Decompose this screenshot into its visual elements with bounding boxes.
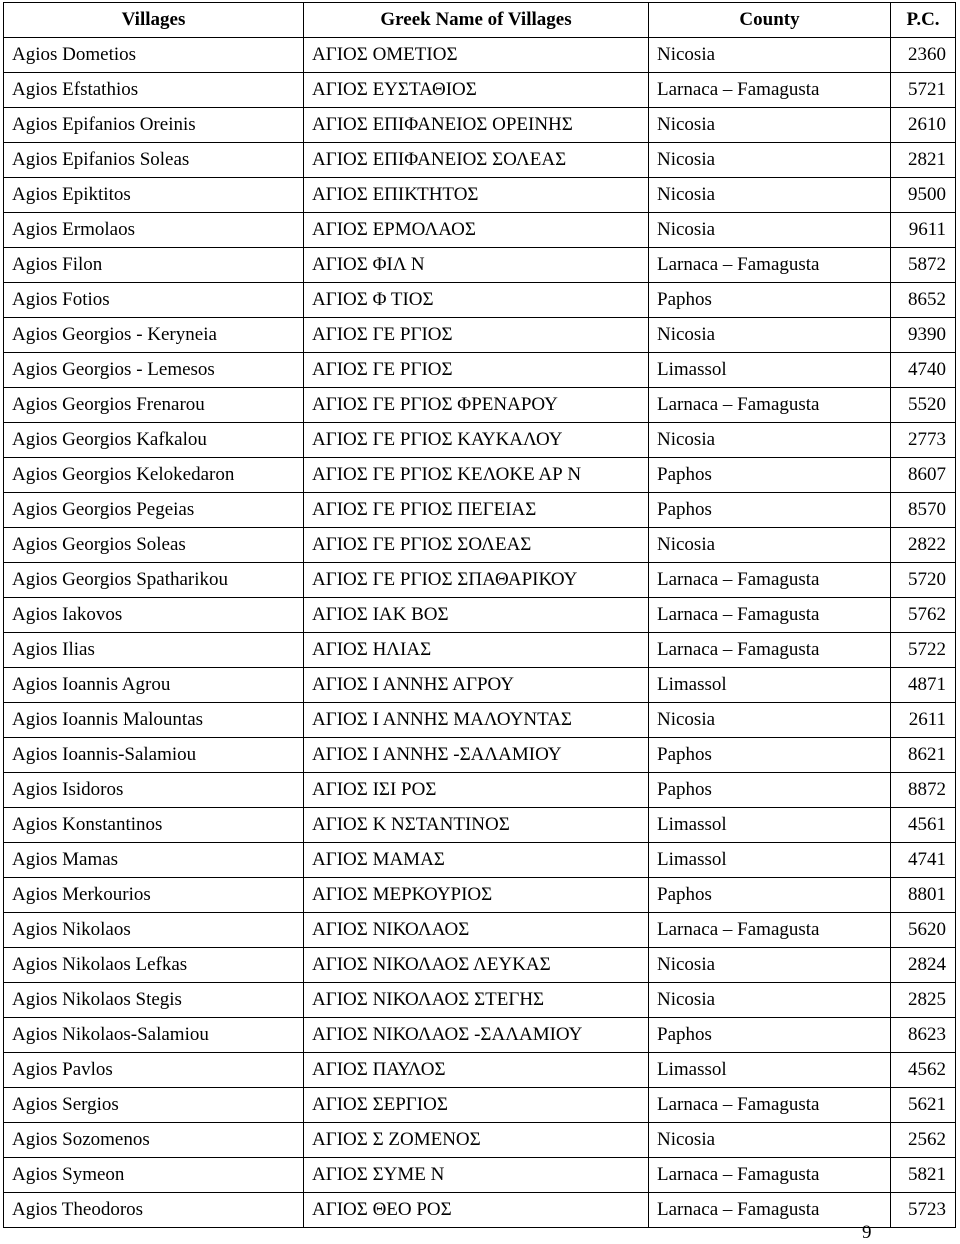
greek-name-cell: ΑΓΙΟΣ ΗΛΙΑΣ bbox=[304, 633, 649, 668]
county-cell: Larnaca – Famagusta bbox=[649, 598, 891, 633]
county-cell: Nicosia bbox=[649, 948, 891, 983]
village-name-cell: Agios Nikolaos-Salamiou bbox=[4, 1018, 304, 1053]
village-name-cell: Agios Fotios bbox=[4, 283, 304, 318]
table-row bbox=[4, 528, 956, 563]
postal-code-cell: 2773 bbox=[891, 423, 956, 458]
village-name-cell: Agios Nikolaos bbox=[4, 913, 304, 948]
table-row bbox=[4, 423, 956, 458]
postal-code-cell: 2611 bbox=[891, 703, 956, 738]
greek-name-cell: ΑΓΙΟΣ Ι ΑΝΝΗΣ -ΣΑΛΑΜΙΟΥ bbox=[304, 738, 649, 773]
village-name-cell: Agios Nikolaos Lefkas bbox=[4, 948, 304, 983]
table-row bbox=[4, 353, 956, 388]
table-body bbox=[4, 38, 956, 1228]
village-name-cell: Agios Ilias bbox=[4, 633, 304, 668]
county-cell: Larnaca – Famagusta bbox=[649, 913, 891, 948]
greek-name-cell: ΑΓΙΟΣ ΕΠΙΚΤΗΤΟΣ bbox=[304, 178, 649, 213]
village-name-cell: Agios Ermolaos bbox=[4, 213, 304, 248]
county-cell: Larnaca – Famagusta bbox=[649, 388, 891, 423]
greek-name-cell: ΑΓΙΟΣ ΝΙΚΟΛΑΟΣ ΛΕΥΚΑΣ bbox=[304, 948, 649, 983]
county-cell: Limassol bbox=[649, 843, 891, 878]
county-cell: Larnaca – Famagusta bbox=[649, 563, 891, 598]
table-row bbox=[4, 1123, 956, 1158]
greek-name-cell: ΑΓΙΟΣ ΕΥΣΤΑΘΙΟΣ bbox=[304, 73, 649, 108]
greek-name-cell: ΑΓΙΟΣ ΕΠΙΦΑΝΕΙΟΣ ΟΡΕΙΝΗΣ bbox=[304, 108, 649, 143]
greek-name-cell: ΑΓΙΟΣ ΓΕ ΡΓΙΟΣ ΦΡΕΝΑΡΟΥ bbox=[304, 388, 649, 423]
county-cell: Larnaca – Famagusta bbox=[649, 633, 891, 668]
greek-name-cell: ΑΓΙΟΣ Κ ΝΣΤΑΝΤΙΝΟΣ bbox=[304, 808, 649, 843]
county-cell: Nicosia bbox=[649, 1123, 891, 1158]
postal-code-cell: 4562 bbox=[891, 1053, 956, 1088]
county-cell: Nicosia bbox=[649, 983, 891, 1018]
county-cell: Nicosia bbox=[649, 318, 891, 353]
county-cell: Paphos bbox=[649, 458, 891, 493]
greek-name-cell: ΑΓΙΟΣ ΙΑΚ ΒΟΣ bbox=[304, 598, 649, 633]
county-cell: Larnaca – Famagusta bbox=[649, 1158, 891, 1193]
table-row bbox=[4, 913, 956, 948]
postal-code-cell: 2822 bbox=[891, 528, 956, 563]
village-name-cell: Agios Nikolaos Stegis bbox=[4, 983, 304, 1018]
table-row bbox=[4, 213, 956, 248]
greek-name-cell: ΑΓΙΟΣ ΓΕ ΡΓΙΟΣ bbox=[304, 318, 649, 353]
table-row bbox=[4, 948, 956, 983]
postal-code-cell: 8607 bbox=[891, 458, 956, 493]
county-cell: Nicosia bbox=[649, 528, 891, 563]
county-cell: Nicosia bbox=[649, 178, 891, 213]
greek-name-cell: ΑΓΙΟΣ ΝΙΚΟΛΑΟΣ -ΣΑΛΑΜΙΟΥ bbox=[304, 1018, 649, 1053]
table-row bbox=[4, 808, 956, 843]
village-name-cell: Agios Georgios Kelokedaron bbox=[4, 458, 304, 493]
county-cell: Paphos bbox=[649, 738, 891, 773]
table-row bbox=[4, 248, 956, 283]
postal-code-cell: 5722 bbox=[891, 633, 956, 668]
village-name-cell: Agios Georgios Soleas bbox=[4, 528, 304, 563]
table-row bbox=[4, 283, 956, 318]
village-name-cell: Agios Sozomenos bbox=[4, 1123, 304, 1158]
greek-name-cell: ΑΓΙΟΣ ΓΕ ΡΓΙΟΣ ΠΕΓΕΙΑΣ bbox=[304, 493, 649, 528]
village-name-cell: Agios Iakovos bbox=[4, 598, 304, 633]
greek-name-cell: ΑΓΙΟΣ ΓΕ ΡΓΙΟΣ ΚΑΥΚΑΛΟΥ bbox=[304, 423, 649, 458]
village-name-cell: Agios Epiktitos bbox=[4, 178, 304, 213]
table-row bbox=[4, 1053, 956, 1088]
table-row bbox=[4, 318, 956, 353]
county-cell: Nicosia bbox=[649, 108, 891, 143]
table-row bbox=[4, 143, 956, 178]
greek-name-cell: ΑΓΙΟΣ ΜΕΡΚΟΥΡΙΟΣ bbox=[304, 878, 649, 913]
greek-name-cell: ΑΓΙΟΣ ΘΕΟ ΡΟΣ bbox=[304, 1193, 649, 1228]
postal-code-cell: 5620 bbox=[891, 913, 956, 948]
greek-name-cell: ΑΓΙΟΣ ΓΕ ΡΓΙΟΣ ΣΟΛΕΑΣ bbox=[304, 528, 649, 563]
postal-code-cell: 4561 bbox=[891, 808, 956, 843]
table-row bbox=[4, 598, 956, 633]
table-row bbox=[4, 773, 956, 808]
table-row bbox=[4, 178, 956, 213]
table-row bbox=[4, 668, 956, 703]
table-row bbox=[4, 983, 956, 1018]
village-name-cell: Agios Efstathios bbox=[4, 73, 304, 108]
county-cell: Paphos bbox=[649, 773, 891, 808]
postal-code-cell: 5621 bbox=[891, 1088, 956, 1123]
postal-code-cell: 5723 bbox=[891, 1193, 956, 1228]
county-cell: Nicosia bbox=[649, 143, 891, 178]
county-cell: Paphos bbox=[649, 493, 891, 528]
greek-name-cell: ΑΓΙΟΣ ΜΑΜΑΣ bbox=[304, 843, 649, 878]
table-row bbox=[4, 633, 956, 668]
village-name-cell: Agios Filon bbox=[4, 248, 304, 283]
postal-code-cell: 8872 bbox=[891, 773, 956, 808]
county-cell: Limassol bbox=[649, 353, 891, 388]
village-name-cell: Agios Georgios Spatharikou bbox=[4, 563, 304, 598]
greek-name-cell: ΑΓΙΟΣ ΦΙΛ Ν bbox=[304, 248, 649, 283]
postal-code-cell: 2824 bbox=[891, 948, 956, 983]
postal-code-cell: 2821 bbox=[891, 143, 956, 178]
greek-name-cell: ΑΓΙΟΣ ΕΠΙΦΑΝΕΙΟΣ ΣΟΛΕΑΣ bbox=[304, 143, 649, 178]
postal-code-cell: 5520 bbox=[891, 388, 956, 423]
village-name-cell: Agios Theodoros bbox=[4, 1193, 304, 1228]
village-name-cell: Agios Ioannis Agrou bbox=[4, 668, 304, 703]
greek-name-cell: ΑΓΙΟΣ ΟΜΕΤΙΟΣ bbox=[304, 38, 649, 73]
postal-code-cell: 5721 bbox=[891, 73, 956, 108]
village-name-cell: Agios Mamas bbox=[4, 843, 304, 878]
villages-table bbox=[3, 2, 956, 1228]
greek-name-cell: ΑΓΙΟΣ ΣΥΜΕ Ν bbox=[304, 1158, 649, 1193]
greek-name-cell: ΑΓΙΟΣ ΠΑΥΛΟΣ bbox=[304, 1053, 649, 1088]
greek-name-cell: ΑΓΙΟΣ ΓΕ ΡΓΙΟΣ bbox=[304, 353, 649, 388]
postal-code-cell: 8623 bbox=[891, 1018, 956, 1053]
page-number: 9 bbox=[862, 1222, 872, 1243]
postal-code-cell: 4740 bbox=[891, 353, 956, 388]
postal-code-cell: 8801 bbox=[891, 878, 956, 913]
county-cell: Larnaca – Famagusta bbox=[649, 248, 891, 283]
postal-code-cell: 5762 bbox=[891, 598, 956, 633]
table-row bbox=[4, 878, 956, 913]
county-cell: Paphos bbox=[649, 1018, 891, 1053]
greek-name-cell: ΑΓΙΟΣ ΝΙΚΟΛΑΟΣ bbox=[304, 913, 649, 948]
table-row bbox=[4, 703, 956, 738]
postal-code-cell: 8570 bbox=[891, 493, 956, 528]
table-row bbox=[4, 1193, 956, 1228]
village-name-cell: Agios Epifanios Oreinis bbox=[4, 108, 304, 143]
postal-code-cell: 4871 bbox=[891, 668, 956, 703]
postal-code-cell: 5720 bbox=[891, 563, 956, 598]
county-cell: Nicosia bbox=[649, 213, 891, 248]
county-cell: Nicosia bbox=[649, 38, 891, 73]
village-name-cell: Agios Pavlos bbox=[4, 1053, 304, 1088]
postal-code-cell: 4741 bbox=[891, 843, 956, 878]
postal-code-cell: 5821 bbox=[891, 1158, 956, 1193]
county-cell: Limassol bbox=[649, 668, 891, 703]
county-cell: Nicosia bbox=[649, 423, 891, 458]
table-row bbox=[4, 38, 956, 73]
village-name-cell: Agios Georgios Kafkalou bbox=[4, 423, 304, 458]
county-cell: Larnaca – Famagusta bbox=[649, 1193, 891, 1228]
header-row bbox=[4, 3, 956, 38]
village-name-cell: Agios Merkourios bbox=[4, 878, 304, 913]
village-name-cell: Agios Epifanios Soleas bbox=[4, 143, 304, 178]
greek-name-cell: ΑΓΙΟΣ ΓΕ ΡΓΙΟΣ ΣΠΑΘΑΡΙΚΟΥ bbox=[304, 563, 649, 598]
village-name-cell: Agios Georgios - Lemesos bbox=[4, 353, 304, 388]
county-cell: Limassol bbox=[649, 808, 891, 843]
greek-name-cell: ΑΓΙΟΣ ΣΕΡΓΙΟΣ bbox=[304, 1088, 649, 1123]
postal-code-cell: 9611 bbox=[891, 213, 956, 248]
greek-name-cell: ΑΓΙΟΣ ΝΙΚΟΛΑΟΣ ΣΤΕΓΗΣ bbox=[304, 983, 649, 1018]
county-cell: Paphos bbox=[649, 878, 891, 913]
village-name-cell: Agios Georgios Frenarou bbox=[4, 388, 304, 423]
table-row bbox=[4, 108, 956, 143]
postal-code-cell: 5872 bbox=[891, 248, 956, 283]
village-name-cell: Agios Symeon bbox=[4, 1158, 304, 1193]
greek-name-cell: ΑΓΙΟΣ Φ ΤΙΟΣ bbox=[304, 283, 649, 318]
header-county: County bbox=[649, 3, 891, 38]
village-name-cell: Agios Ioannis-Salamiou bbox=[4, 738, 304, 773]
postal-code-cell: 2610 bbox=[891, 108, 956, 143]
table-row bbox=[4, 493, 956, 528]
postal-code-cell: 2360 bbox=[891, 38, 956, 73]
village-name-cell: Agios Isidoros bbox=[4, 773, 304, 808]
postal-code-cell: 2562 bbox=[891, 1123, 956, 1158]
postal-code-cell: 9390 bbox=[891, 318, 956, 353]
greek-name-cell: ΑΓΙΟΣ ΙΣΙ ΡΟΣ bbox=[304, 773, 649, 808]
postal-code-cell: 8652 bbox=[891, 283, 956, 318]
table-row bbox=[4, 1018, 956, 1053]
village-name-cell: Agios Georgios - Keryneia bbox=[4, 318, 304, 353]
table-row bbox=[4, 1088, 956, 1123]
greek-name-cell: ΑΓΙΟΣ Ι ΑΝΝΗΣ ΜΑΛΟΥΝΤΑΣ bbox=[304, 703, 649, 738]
county-cell: Paphos bbox=[649, 283, 891, 318]
village-name-cell: Agios Sergios bbox=[4, 1088, 304, 1123]
table-row bbox=[4, 458, 956, 493]
postal-code-cell: 2825 bbox=[891, 983, 956, 1018]
village-name-cell: Agios Ioannis Malountas bbox=[4, 703, 304, 738]
county-cell: Limassol bbox=[649, 1053, 891, 1088]
county-cell: Nicosia bbox=[649, 703, 891, 738]
greek-name-cell: ΑΓΙΟΣ ΓΕ ΡΓΙΟΣ ΚΕΛΟΚΕ ΑΡ Ν bbox=[304, 458, 649, 493]
county-cell: Larnaca – Famagusta bbox=[649, 1088, 891, 1123]
table-row bbox=[4, 388, 956, 423]
table-row bbox=[4, 563, 956, 598]
greek-name-cell: ΑΓΙΟΣ ΕΡΜΟΛΑΟΣ bbox=[304, 213, 649, 248]
header-greek-name: Greek Name of Villages bbox=[304, 3, 649, 38]
header-villages: Villages bbox=[4, 3, 304, 38]
table-row bbox=[4, 73, 956, 108]
greek-name-cell: ΑΓΙΟΣ Ι ΑΝΝΗΣ ΑΓΡΟΥ bbox=[304, 668, 649, 703]
village-name-cell: Agios Dometios bbox=[4, 38, 304, 73]
table-row bbox=[4, 1158, 956, 1193]
postal-code-cell: 9500 bbox=[891, 178, 956, 213]
table-row bbox=[4, 738, 956, 773]
village-name-cell: Agios Georgios Pegeias bbox=[4, 493, 304, 528]
table-row bbox=[4, 843, 956, 878]
village-name-cell: Agios Konstantinos bbox=[4, 808, 304, 843]
county-cell: Larnaca – Famagusta bbox=[649, 73, 891, 108]
header-postal-code: P.C. bbox=[891, 3, 956, 38]
postal-code-cell: 8621 bbox=[891, 738, 956, 773]
greek-name-cell: ΑΓΙΟΣ Σ ΖΟΜΕΝΟΣ bbox=[304, 1123, 649, 1158]
